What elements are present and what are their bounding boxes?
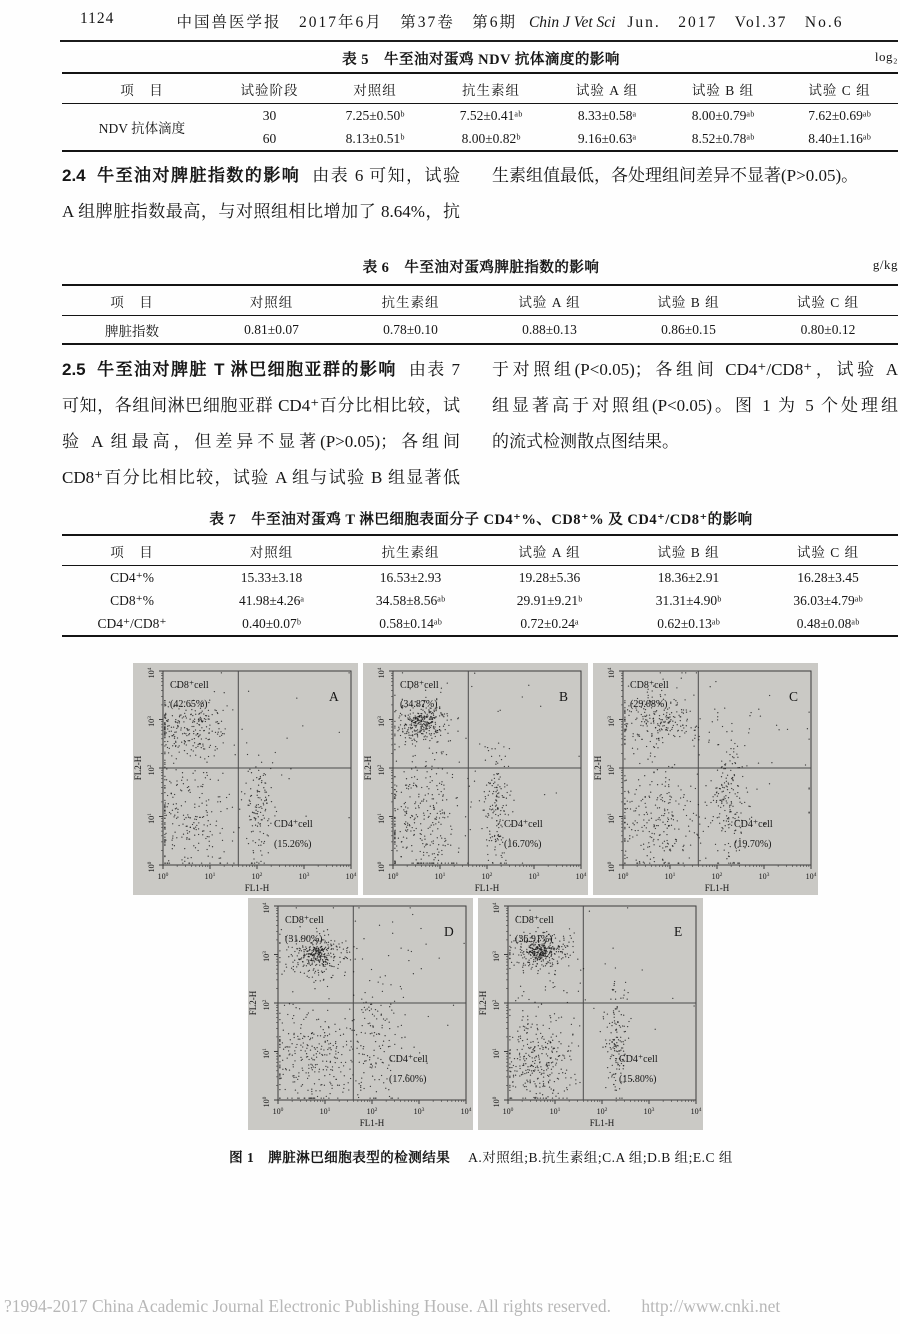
svg-text:101: $10^1$ xyxy=(147,813,156,824)
svg-text:100: $10^0$ xyxy=(157,872,169,881)
table6-col-item: 项 目 xyxy=(62,285,202,316)
flow-cytometry-panel-c xyxy=(593,663,818,895)
svg-text:FL2-H: FL2-H xyxy=(248,990,258,1016)
table-cell: 0.72±0.24ᵃ xyxy=(520,615,579,631)
svg-text:104: $10^4$ xyxy=(575,872,587,881)
svg-text:102: $10^2$ xyxy=(377,764,386,776)
svg-text:(34.87%): (34.87%) xyxy=(400,699,438,710)
journal-title-cn: 中国兽医学报 2017年6月 第37卷 第6期 xyxy=(176,14,518,31)
section-2-4-number: 2.4 xyxy=(62,166,86,185)
journal-issue: Jun. 2017 Vol.37 No.6 xyxy=(627,14,844,31)
section-2-4-heading: 牛至油对脾脏指数的影响 xyxy=(95,166,301,185)
table6-title: 表 6 牛至油对蛋鸡脾脏指数的影响 xyxy=(362,260,600,276)
svg-text:C: C xyxy=(789,689,799,704)
table-cell: 0.81±0.07 xyxy=(244,321,299,337)
table-row xyxy=(62,589,898,612)
svg-text:103: $10^3$ xyxy=(758,872,770,881)
section-2-4-left-column xyxy=(62,158,460,230)
svg-text:CD8⁺cell: CD8⁺cell xyxy=(400,680,439,691)
svg-text:FL1-H: FL1-H xyxy=(589,1118,615,1128)
table-cell: 0.40±0.07ᵇ xyxy=(242,615,301,631)
table-cell: 16.53±2.93 xyxy=(379,569,442,585)
copyright-text: ?1994-2017 China Academic Journal Electronic Publishing House. All rights reserved. xyxy=(4,1296,612,1316)
table-5 xyxy=(62,72,898,152)
svg-text:CD8⁺cell: CD8⁺cell xyxy=(630,680,669,691)
svg-text:102: $10^2$ xyxy=(711,872,723,881)
svg-text:101: $10^1$ xyxy=(319,1107,331,1116)
svg-text:CD4⁺cell: CD4⁺cell xyxy=(389,1054,428,1065)
svg-text:103: $10^3$ xyxy=(377,716,386,727)
table6-col-groupA: 试验 A 组 xyxy=(480,285,619,316)
table7-row-cd8-label: CD8⁺% xyxy=(110,592,154,608)
svg-text:104: $10^4$ xyxy=(805,872,817,881)
svg-text:100: $10^0$ xyxy=(492,1096,501,1108)
table5-stage-60: 60 xyxy=(262,130,277,146)
table5-col-control: 对照组 xyxy=(317,73,433,104)
svg-text:101: $10^1$ xyxy=(664,872,676,881)
paragraph-line xyxy=(62,352,460,388)
svg-text:103: $10^3$ xyxy=(643,1107,655,1116)
table-cell: 18.36±2.91 xyxy=(657,569,720,585)
table-cell: 0.80±0.12 xyxy=(800,321,856,337)
svg-text:(19.70%): (19.70%) xyxy=(734,839,772,850)
table6-row-label: 脾脏指数 xyxy=(105,323,159,339)
table5-stage-30: 30 xyxy=(262,107,277,123)
svg-text:D: D xyxy=(444,924,454,939)
svg-text:102: $10^2$ xyxy=(596,1107,608,1116)
table-cell: 0.48±0.08ᵃᵇ xyxy=(796,615,860,631)
section-2-5-heading: 牛至油对脾脏 T 淋巴细胞亚群的影响 xyxy=(95,360,397,379)
svg-text:B: B xyxy=(559,689,569,704)
table-cell: 16.28±3.45 xyxy=(797,569,859,585)
table7-header-row xyxy=(62,535,898,566)
table-cell: 19.28±5.36 xyxy=(518,569,581,585)
flow-cytometry-panel-d xyxy=(248,898,473,1130)
svg-text:CD4⁺cell: CD4⁺cell xyxy=(274,819,313,830)
header-rule xyxy=(60,40,898,42)
flow-cytometry-panel-a xyxy=(133,663,358,895)
svg-text:102: $10^2$ xyxy=(607,764,616,776)
table5-header-row xyxy=(62,73,898,104)
table-row xyxy=(62,104,898,128)
svg-text:103: $10^3$ xyxy=(528,872,540,881)
table-cell: 31.31±4.90ᵇ xyxy=(655,592,722,608)
copyright-footer xyxy=(4,1296,896,1317)
section-2-5-left-column xyxy=(62,352,460,496)
table7-col-groupC: 试验 C 组 xyxy=(758,535,898,566)
svg-text:FL2-H: FL2-H xyxy=(363,755,373,781)
table-cell: 34.58±8.56ᵃᵇ xyxy=(375,592,446,608)
table7-title-row xyxy=(62,508,900,529)
table-row xyxy=(62,612,898,636)
table-cell: 0.58±0.14ᵃᵇ xyxy=(379,615,442,631)
table-cell: 0.88±0.13 xyxy=(522,321,577,337)
svg-text:100: $10^0$ xyxy=(147,861,156,873)
table7-col-groupA: 试验 A 组 xyxy=(480,535,619,566)
table6-col-control: 对照组 xyxy=(202,285,341,316)
svg-text:103: $10^3$ xyxy=(262,951,271,962)
table6-col-groupC: 试验 C 组 xyxy=(758,285,898,316)
svg-text:104: $10^4$ xyxy=(345,872,357,881)
section-2-4-lead: 由表 6 可知，试验 xyxy=(312,166,461,185)
table-cell: 0.78±0.10 xyxy=(383,321,438,337)
table-cell: 41.98±4.26ᵃ xyxy=(238,592,305,608)
table-cell: 7.25±0.50ᵇ xyxy=(345,107,405,123)
svg-text:(36.91%): (36.91%) xyxy=(515,934,553,945)
svg-text:103: $10^3$ xyxy=(607,716,616,727)
page-number: 1124 xyxy=(80,10,115,27)
svg-text:FL2-H: FL2-H xyxy=(133,755,143,781)
table-cell: 36.03±4.79ᵃᵇ xyxy=(793,592,863,608)
svg-text:101: $10^1$ xyxy=(549,1107,561,1116)
table5-col-antibiotic: 抗生素组 xyxy=(433,73,549,104)
figure-1-caption xyxy=(62,1146,900,1166)
svg-text:100: $10^0$ xyxy=(377,861,386,873)
flow-cytometry-panel-e xyxy=(478,898,703,1130)
table5-col-item: 项 目 xyxy=(62,73,222,104)
table5-unit: log₂ xyxy=(874,49,898,64)
svg-text:(15.80%): (15.80%) xyxy=(619,1074,657,1085)
figure-1 xyxy=(0,660,900,1138)
table-cell: 29.91±9.21ᵇ xyxy=(516,592,583,608)
svg-text:CD8⁺cell: CD8⁺cell xyxy=(170,680,209,691)
section-2-5-right-column xyxy=(492,352,898,460)
svg-text:102: $10^2$ xyxy=(147,764,156,776)
svg-text:101: $10^1$ xyxy=(377,813,386,824)
paragraph-line xyxy=(62,158,460,194)
table6-title-row xyxy=(62,256,900,277)
svg-text:CD4⁺cell: CD4⁺cell xyxy=(504,819,543,830)
svg-text:104: $10^4$ xyxy=(262,902,271,914)
svg-text:FL2-H: FL2-H xyxy=(593,755,603,781)
svg-text:FL1-H: FL1-H xyxy=(474,883,500,893)
section-2-5-number: 2.5 xyxy=(62,360,86,379)
table7-col-item: 项 目 xyxy=(62,535,202,566)
svg-text:103: $10^3$ xyxy=(147,716,156,727)
svg-text:101: $10^1$ xyxy=(607,813,616,824)
table-cell: 8.52±0.78ᵃᵇ xyxy=(691,130,755,146)
svg-text:104: $10^4$ xyxy=(607,667,616,679)
table-cell: 0.62±0.13ᵃᵇ xyxy=(657,615,720,631)
figure-caption-title: 图 1 脾脏淋巴细胞表型的检测结果 xyxy=(229,1150,451,1165)
svg-text:103: $10^3$ xyxy=(413,1107,425,1116)
svg-text:FL1-H: FL1-H xyxy=(704,883,730,893)
table6-unit: g/kg xyxy=(872,257,898,272)
svg-text:CD8⁺cell: CD8⁺cell xyxy=(515,915,554,926)
svg-text:101: $10^1$ xyxy=(204,872,216,881)
svg-text:102: $10^2$ xyxy=(262,999,271,1011)
svg-text:101: $10^1$ xyxy=(434,872,446,881)
svg-text:100: $10^0$ xyxy=(262,1096,271,1108)
svg-text:(16.70%): (16.70%) xyxy=(504,839,542,850)
table7-row-cd4-label: CD4⁺% xyxy=(110,569,154,585)
table5-col-groupC: 试验 C 组 xyxy=(781,73,898,104)
svg-text:(17.60%): (17.60%) xyxy=(389,1074,427,1085)
svg-text:103: $10^3$ xyxy=(492,951,501,962)
table-7 xyxy=(62,534,898,637)
svg-text:CD4⁺cell: CD4⁺cell xyxy=(734,819,773,830)
paragraph-line: CD8⁺百分比相比较，试验 A 组与试验 B 组显著低 xyxy=(62,468,460,487)
figure-caption-legend: A.对照组;B.抗生素组;C.A 组;D.B 组;E.C 组 xyxy=(468,1150,733,1165)
table7-col-groupB: 试验 B 组 xyxy=(619,535,758,566)
svg-text:FL2-H: FL2-H xyxy=(478,990,488,1016)
table5-title: 表 5 牛至油对蛋鸡 NDV 抗体滴度的影响 xyxy=(342,52,620,68)
svg-text:103: $10^3$ xyxy=(298,872,310,881)
table7-row-ratio-label: CD4⁺/CD8⁺ xyxy=(97,615,167,631)
svg-text:100: $10^0$ xyxy=(502,1107,514,1116)
table-cell: 9.16±0.63ᵃ xyxy=(577,130,637,146)
svg-text:104: $10^4$ xyxy=(147,667,156,679)
svg-text:104: $10^4$ xyxy=(460,1107,472,1116)
svg-text:104: $10^4$ xyxy=(377,667,386,679)
table5-col-groupB: 试验 B 组 xyxy=(665,73,781,104)
cnki-url: http://www.cnki.net xyxy=(641,1296,781,1316)
table-row xyxy=(62,566,898,590)
svg-text:A: A xyxy=(329,689,339,704)
journal-title-en: Chin J Vet Sci xyxy=(528,14,616,31)
journal-line xyxy=(150,10,870,32)
paragraph-line: 组显著高于对照组(P<0.05)。图 1 为 5 个处理组 xyxy=(492,396,898,415)
table-cell: 8.33±0.58ᵃ xyxy=(577,107,637,123)
flow-cytometry-panel-b xyxy=(363,663,588,895)
table5-col-stage: 试验阶段 xyxy=(222,73,317,104)
paragraph-line: A 组脾脏指数最高，与对照组相比增加了 8.64%，抗 xyxy=(62,202,460,221)
svg-text:CD4⁺cell: CD4⁺cell xyxy=(619,1054,658,1065)
svg-text:102: $10^2$ xyxy=(492,999,501,1011)
table-cell: 8.00±0.82ᵇ xyxy=(461,130,521,146)
table5-title-row xyxy=(62,48,900,69)
paragraph-line: 的流式检测散点图结果。 xyxy=(492,432,679,451)
table6-col-groupB: 试验 B 组 xyxy=(619,285,758,316)
table-6 xyxy=(62,284,898,345)
svg-text:101: $10^1$ xyxy=(492,1048,501,1059)
svg-text:FL1-H: FL1-H xyxy=(244,883,270,893)
table-cell: 7.52±0.41ᵃᵇ xyxy=(459,107,523,123)
table-cell: 8.40±1.16ᵃᵇ xyxy=(808,130,871,146)
paragraph-line: 验 A 组最高，但差异不显著(P>0.05)；各组间 xyxy=(62,432,460,451)
svg-text:100: $10^0$ xyxy=(607,861,616,873)
svg-text:100: $10^0$ xyxy=(617,872,629,881)
section-2-5-lead: 由表 7 xyxy=(408,360,460,379)
table-cell: 0.86±0.15 xyxy=(661,321,716,337)
svg-text:CD8⁺cell: CD8⁺cell xyxy=(285,915,324,926)
section-2-4-right-column xyxy=(492,158,898,194)
svg-text:104: $10^4$ xyxy=(690,1107,702,1116)
table-cell: 8.00±0.79ᵃᵇ xyxy=(691,107,755,123)
table5-col-groupA: 试验 A 组 xyxy=(549,73,665,104)
table-row xyxy=(62,316,898,345)
paragraph-line: 于对照组(P<0.05)；各组间 CD4⁺/CD8⁺，试验 A xyxy=(492,360,898,379)
svg-text:102: $10^2$ xyxy=(481,872,493,881)
svg-text:(31.90%): (31.90%) xyxy=(285,934,323,945)
table-cell: 8.13±0.51ᵇ xyxy=(345,130,405,146)
paragraph-line: 生素组值最低，各处理组间差异不显著(P>0.05)。 xyxy=(492,166,859,185)
table6-header-row xyxy=(62,285,898,316)
table7-col-antibiotic: 抗生素组 xyxy=(341,535,480,566)
table-cell: 15.33±3.18 xyxy=(240,569,303,585)
svg-text:101: $10^1$ xyxy=(262,1048,271,1059)
svg-text:(29.08%): (29.08%) xyxy=(630,699,668,710)
svg-text:100: $10^0$ xyxy=(387,872,399,881)
svg-text:FL1-H: FL1-H xyxy=(359,1118,385,1128)
table7-title: 表 7 牛至油对蛋鸡 T 淋巴细胞表面分子 CD4⁺%、CD8⁺% 及 CD4⁺/CD8⁺的影响 xyxy=(209,512,753,528)
svg-text:100: $10^0$ xyxy=(272,1107,284,1116)
table5-row-label: NDV 抗体滴度 xyxy=(98,121,186,136)
paragraph-line: 可知，各组间淋巴细胞亚群 CD4⁺百分比相比较，试 xyxy=(62,396,460,415)
table6-col-antibiotic: 抗生素组 xyxy=(341,285,480,316)
svg-text:102: $10^2$ xyxy=(251,872,263,881)
table7-col-control: 对照组 xyxy=(202,535,341,566)
table-cell: 7.62±0.69ᵃᵇ xyxy=(808,107,871,123)
page-header xyxy=(0,8,900,34)
svg-text:E: E xyxy=(674,924,683,939)
svg-text:102: $10^2$ xyxy=(366,1107,378,1116)
svg-text:(15.26%): (15.26%) xyxy=(274,839,312,850)
svg-text:104: $10^4$ xyxy=(492,902,501,914)
svg-text:(42.65%): (42.65%) xyxy=(170,699,208,710)
